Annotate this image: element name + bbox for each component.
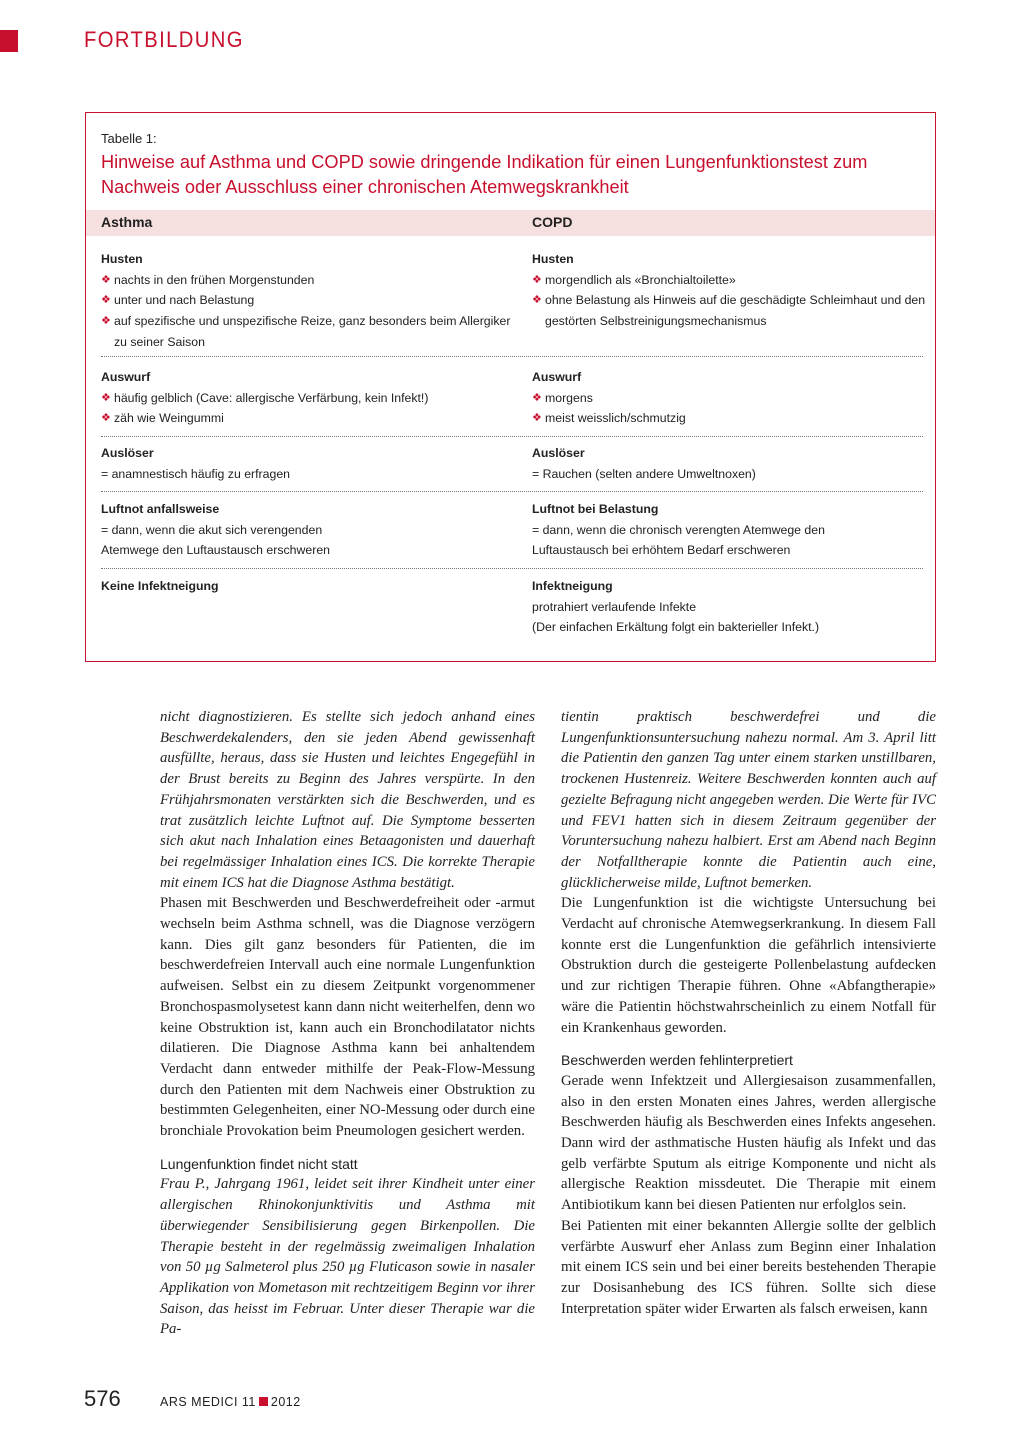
paragraph: Die Lungenfunktion ist die wichtigste Untersuchung bei Verdacht auf chronische Atemwegserkrankung. In diesem Fall konnte erst die Lungenfunktion die gefährlich intensivierte Obstruktion durch die gesteigerte Pollenbelastung aufdecken und zur richtigen Therapie führen. Ohne «Abfangtherapie» wäre die Patientin höchstwahrscheinlich zu einem Notfall für ein Krankenhaus geworden. xyxy=(561,895,936,1036)
list-item: ❖ ohne Belastung als Hinweis auf die geschädigte Schleimhaut und den gestörten Selbstreinigungsmechanismus xyxy=(532,290,932,331)
table-label: Tabelle 1: xyxy=(101,131,157,146)
page-number: 576 xyxy=(84,1386,121,1411)
table-cell-copd-luftnot xyxy=(532,499,852,561)
red-diamond-bullet-icon: ❖ xyxy=(101,273,111,286)
table-cell-asthma-ausloeser xyxy=(101,443,521,484)
table-cell-asthma-auswurf xyxy=(101,367,521,429)
cell-text: protrahiert verlaufende Infekte xyxy=(532,599,697,614)
paragraph: Bei Patienten mit einer bekannten Allergie sollte der gelblich verfärbte Auswurf eher Anlass zum Beginn einer Inhalation mit einem ICS sein und bei einer bereits bestehenden Therapie zur Dosisanhebung des ICS führen. Sollte sich diese Interpretation später wider Erwarten als falsch erweisen, kann xyxy=(561,1217,936,1317)
table-cell-asthma-infekt xyxy=(101,576,521,597)
red-diamond-bullet-icon: ❖ xyxy=(101,294,111,307)
list-item: ❖ häufig gelblich (Cave: allergische Verfärbung, kein Infekt!) xyxy=(101,388,521,409)
cell-label: Husten xyxy=(532,252,574,266)
cell-label: Luftnot anfallsweise xyxy=(101,502,220,516)
table-cell-copd-husten xyxy=(532,249,932,332)
table-cell-copd-ausloeser xyxy=(532,443,932,484)
cell-label: Luftnot bei Belastung xyxy=(532,502,659,516)
subheading: Beschwerden werden fehlinterpretiert xyxy=(561,1052,793,1069)
table-cell-asthma-luftnot xyxy=(101,499,351,561)
article-column-right xyxy=(561,707,936,1319)
red-diamond-bullet-icon: ❖ xyxy=(532,273,542,286)
list-item: ❖ zäh wie Weingummi xyxy=(101,408,521,429)
cell-text: = dann, wenn die chronisch verengten Atemwege den Luftaustausch bei erhöhtem Bedarf erschweren xyxy=(532,522,825,558)
paragraph: Phasen mit Beschwerden und Beschwerdefreiheit oder -armut wechseln beim Asthma schnell, was die Diagnose verzögern kann. Dies gilt ganz besonders für Patienten, die im beschwerdefreien Intervall auch eine normale Lungenfunktion aufweisen. Selbst ein zu diesem Zeitpunkt vorgenommener Bronchospasmolysetest kann dann nicht weiterhelfen, denn wo keine Obstruktion ist, kann auch ein Bronchodilatator nichts dilatieren. Die Diagnose Asthma kann bei anhaltendem Verdacht dann entweder mithilfe der Peak-Flow-Messung durch den Patienten mit dem Nachweis einer Obstruktion zu bestimmten Gelegenheiten, einer NO-Messung oder durch eine bronchiale Provokation beim Pneumologen gesichert werden. xyxy=(160,895,535,1140)
journal-year: 2012 xyxy=(270,1395,301,1409)
cell-label: Auslöser xyxy=(532,446,585,460)
red-diamond-bullet-icon: ❖ xyxy=(532,391,542,404)
journal-name: ARS MEDICI 11 xyxy=(160,1395,256,1409)
subheading: Lungenfunktion findet nicht statt xyxy=(160,1155,358,1172)
article-column-left xyxy=(160,707,535,1340)
list-item: ❖ unter und nach Belastung xyxy=(101,290,521,311)
red-diamond-bullet-icon: ❖ xyxy=(101,315,111,328)
row-divider xyxy=(101,491,923,492)
table-cell-copd-auswurf xyxy=(532,367,932,429)
row-divider xyxy=(101,436,923,437)
journal-info xyxy=(160,1395,301,1409)
cell-text: = Rauchen (selten andere Umweltnoxen) xyxy=(532,466,756,481)
paragraph: tientin praktisch beschwerdefrei und die Lungenfunktionsuntersuchung nahezu normal. Am 3. April litt die Patientin den ganzen Tag unter einem starken unstillbaren, trockenen Hustenreiz. Weitere Beschwerden konnten auch auf gezielte Befragung nicht angegeben werden. Die Werte für IVC und FEV1 hatten sich in diesem Zeitraum gegenüber der Voruntersuchung nahezu halbiert. Erst am Abend nach Beginn der Notfalltherapie konnte die Patientin auch eine, glücklicherweise milde, Luftnot bemerken. xyxy=(561,709,936,891)
cell-label: Auslöser xyxy=(101,446,154,460)
red-diamond-bullet-icon: ❖ xyxy=(532,412,542,425)
row-divider xyxy=(101,356,923,357)
table-cell-copd-infekt xyxy=(532,576,932,638)
section-title: FORTBILDUNG xyxy=(84,27,244,52)
list-item: ❖ nachts in den frühen Morgenstunden xyxy=(101,270,521,291)
list-item: ❖ auf spezifische und unspezifische Reize, ganz besonders beim Allergiker zu seiner Saison xyxy=(101,311,521,352)
cell-label: Auswurf xyxy=(101,370,151,384)
table-column-header xyxy=(86,210,935,236)
red-diamond-bullet-icon: ❖ xyxy=(101,412,111,425)
column-header-asthma: Asthma xyxy=(101,214,153,230)
paragraph: Gerade wenn Infektzeit und Allergiesaison zusammenfallen, also in den ersten Monaten eines Jahres, werden allergische Beschwerden häufig als Beschwerden eines Infekts angesehen. Dann wird der asthmatische Husten häufig als Infekt und das gelb verfärbte Sputum als eitrige Komponente und nicht als allergische Reaktion missdeutet. Die Therapie mit einem Antibiotikum kann bei diesen Patienten nur erfolglos sein. xyxy=(561,1072,936,1214)
red-square-icon xyxy=(259,1397,268,1406)
table-1 xyxy=(85,112,936,662)
paragraph: Frau P., Jahrgang 1961, leidet seit ihrer Kindheit unter einer allergischen Rhinokonjunktivitis und Asthma mit überwiegender Sensibilisierung gegen Birkenpollen. Die Therapie besteht in der regelmässig zweimaligen Inhalation von 50 µg Salmeterol plus 250 µg Fluticason sowie in nasaler Applikation von Mometason mit rechtzeitigem Beginn vor ihrer Saison, das heisst im Februar. Unter dieser Therapie war die Pa- xyxy=(160,1176,535,1338)
red-diamond-bullet-icon: ❖ xyxy=(532,294,542,307)
table-title: Hinweise auf Asthma und COPD sowie dringende Indikation für einen Lungenfunktionstest zum Nachweis oder Ausschluss einer chronischen Atemwegskrankheit xyxy=(101,152,868,197)
cell-label: Keine Infektneigung xyxy=(101,579,219,593)
cell-text: (Der einfachen Erkältung folgt ein bakterieller Infekt.) xyxy=(532,620,820,635)
cell-label: Infektneigung xyxy=(532,579,613,593)
cell-label: Husten xyxy=(101,252,143,266)
column-header-copd: COPD xyxy=(532,214,573,230)
list-item: ❖ meist weisslich/schmutzig xyxy=(532,408,932,429)
row-divider xyxy=(101,568,923,569)
cell-text: = dann, wenn die akut sich verengenden Atemwege den Luftaustausch erschweren xyxy=(101,522,330,558)
paragraph: nicht diagnostizieren. Es stellte sich jedoch anhand eines Beschwerdekalenders, den sie jeden Abend gewissenhaft ausfüllte, heraus, dass sie Husten und leichtes Engegefühl in der Brust bereits zu Beginn des Jahres verspürte. In den Frühjahrsmonaten verstärkten sich die Beschwerden, und es trat zusätzlich leichte Luftnot auf. Die Symptome besserten sich akut nach Inhalation eines Betaagonisten und dauerhaft bei regelmässiger Inhalation eines ICS. Die korrekte Therapie mit einem ICS hat die Diagnose Asthma bestätigt. xyxy=(160,709,535,891)
list-item: ❖ morgendlich als «Bronchialtoilette» xyxy=(532,270,932,291)
list-item: ❖ morgens xyxy=(532,388,932,409)
section-marker xyxy=(0,30,18,52)
table-cell-asthma-husten xyxy=(101,249,521,353)
red-diamond-bullet-icon: ❖ xyxy=(101,391,111,404)
cell-text: = anamnestisch häufig zu erfragen xyxy=(101,466,291,481)
cell-label: Auswurf xyxy=(532,370,582,384)
